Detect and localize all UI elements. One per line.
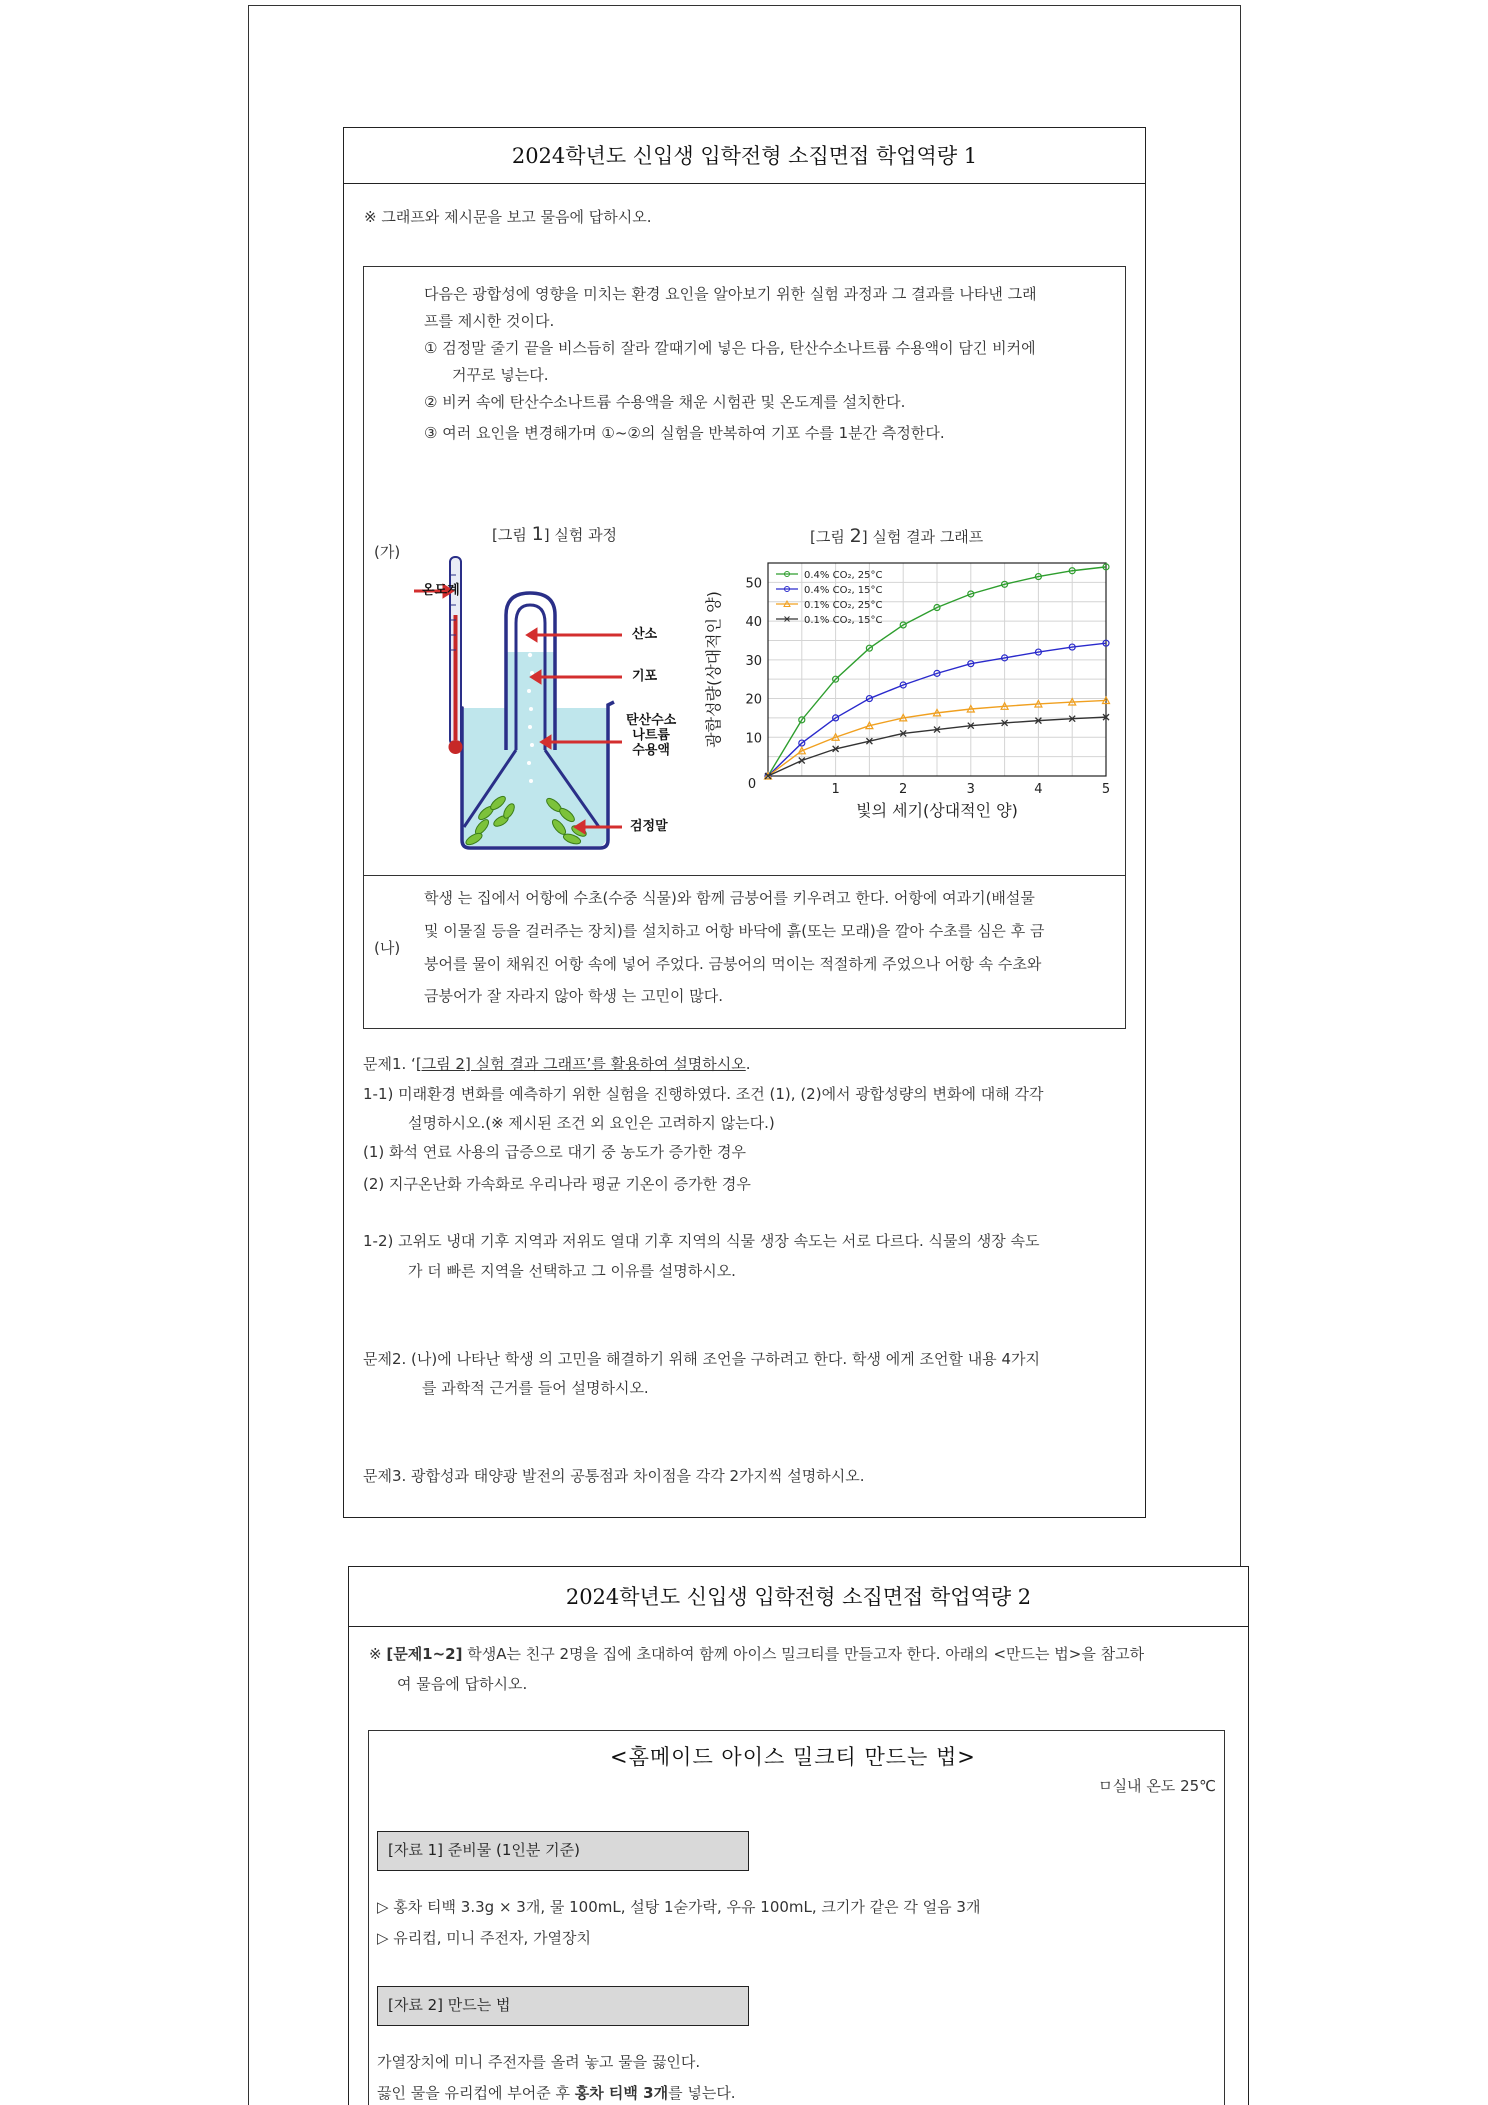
plant-label: 검정말 bbox=[630, 819, 668, 834]
exam-sheet-1 bbox=[343, 127, 1146, 1518]
question-3: 문제3. 광합성과 태양광 발전의 공통점과 차이점을 각각 2가지씩 설명하시오. bbox=[363, 1467, 865, 1485]
x-tick-label: 4 bbox=[1034, 782, 1043, 797]
x-tick-label: 1 bbox=[831, 782, 840, 797]
x-tick-label: 2 bbox=[899, 782, 908, 797]
ga-intro-line-2: 프를 제시한 것이다. bbox=[424, 312, 555, 330]
sheet-2-instruction-line-2: 여 물음에 답하시오. bbox=[397, 1675, 528, 1693]
y-tick-label: 10 bbox=[745, 731, 762, 747]
question-1-1-line-1: 1-1) 미래환경 변화를 예측하기 위한 실험을 진행하였다. 조건 (1), (2)에서 광합성량의 변화에 대해 각각 bbox=[363, 1085, 1044, 1103]
question-2-line-2: 를 과학적 근거를 들어 설명하시오. bbox=[422, 1379, 649, 1397]
resource-1-title: [자료 1] 준비물 (1인분 기준) bbox=[377, 1831, 749, 1871]
legend-label: 0.4% CO₂, 25°C bbox=[804, 570, 883, 581]
question-1: 문제1. ‘[그림 2] 실험 결과 그래프’를 활용하여 설명하시오. bbox=[363, 1055, 751, 1073]
x-axis-label: 빛의 세기(상대적인 양) bbox=[856, 801, 1018, 820]
oxygen-label: 산소 bbox=[632, 627, 658, 642]
sheet-2-title: 2024학년도 신입생 입학전형 소집면접 학업역량 2 bbox=[349, 1567, 1248, 1627]
thermometer-bulb bbox=[449, 740, 463, 754]
step-1-line-2: 거꾸로 넣는다. bbox=[452, 366, 549, 384]
y-tick-label: 20 bbox=[745, 692, 762, 708]
passage-box bbox=[363, 266, 1126, 1029]
resource-2-title: [자료 2] 만드는 법 bbox=[377, 1986, 749, 2026]
na-line-4: 금붕어가 잘 자라지 않아 학생 는 고민이 많다. bbox=[424, 987, 723, 1005]
legend-label: 0.4% CO₂, 15°C bbox=[804, 585, 883, 596]
tube-liquid bbox=[506, 652, 555, 708]
instruction: ※ 그래프와 제시문을 보고 물음에 답하시오. bbox=[364, 208, 652, 226]
na-line-1: 학생 는 집에서 어항에 수초(수중 식물)와 함께 금붕어를 키우려고 한다. 어항에 여과기(배설물 bbox=[424, 889, 1035, 907]
ga-intro-line-1: 다음은 광합성에 영향을 미치는 환경 요인을 알아보기 위한 실험 과정과 그 결과를 나타낸 그래 bbox=[424, 285, 1037, 303]
step-3: ③ 여러 요인을 변경해가며 ①~②의 실험을 반복하여 기포 수를 1분간 측정한다. bbox=[424, 424, 945, 442]
photosynthesis-chart bbox=[702, 551, 1122, 849]
y-tick-label: 50 bbox=[745, 576, 762, 592]
room-temperature: ㅁ실내 온도 25℃ bbox=[1098, 1777, 1216, 1795]
bubble-label: 기포 bbox=[632, 669, 658, 684]
origin-label: 0 bbox=[747, 777, 757, 792]
step-2: ② 비커 속에 탄산수소나트륨 수용액을 채운 시험관 및 온도계를 설치한다. bbox=[424, 393, 906, 411]
solution-label: 탄산수소 나트륨 수용액 bbox=[626, 713, 677, 758]
na-line-2: 및 이물질 등을 걸러주는 장치)를 설치하고 어항 바닥에 흙(또는 모래)을 깔아 수초를 심은 후 금 bbox=[424, 922, 1045, 940]
resource-2-line-2: 끓인 물을 유리컵에 부어준 후 홍차 티백 3개를 넣는다. bbox=[377, 2084, 736, 2102]
y-tick-label: 30 bbox=[745, 653, 762, 669]
recipe-title: <홈메이드 아이스 밀크티 만드는 법> bbox=[610, 1745, 976, 1769]
na-line-3: 붕어를 물이 채워진 어항 속에 넣어 주었다. 금붕어의 먹이는 적절하게 주었으나 어항 속 수초와 bbox=[424, 955, 1042, 973]
sheet-1-title: 2024학년도 신입생 입학전형 소집면접 학업역량 1 bbox=[344, 128, 1145, 184]
legend-label: 0.1% CO₂, 15°C bbox=[804, 615, 883, 626]
passage-divider bbox=[364, 875, 1125, 876]
condition-2: (2) 지구온난화 가속화로 우리나라 평균 기온이 증가한 경우 bbox=[363, 1175, 751, 1193]
figure-1-caption: [그림 1] 실험 과정 bbox=[492, 523, 618, 545]
step-1-line-1: ① 검정말 줄기 끝을 비스듬히 잘라 깔때기에 넣은 다음, 탄산수소나트륨 수용액이 담긴 비커에 bbox=[424, 339, 1036, 357]
y-tick-label: 40 bbox=[745, 615, 762, 631]
question-1-2-line-1: 1-2) 고위도 냉대 기후 지역과 저위도 열대 기후 지역의 식물 생장 속도는 서로 다르다. 식물의 생장 속도 bbox=[363, 1232, 1040, 1250]
passage-ga-label: (가) bbox=[374, 543, 401, 561]
x-tick-label: 5 bbox=[1101, 782, 1111, 797]
question-1-2-line-2: 가 더 빠른 지역을 선택하고 그 이유를 설명하시오. bbox=[408, 1262, 736, 1280]
resource-1-line-1: ▷ 홍차 티백 3.3g × 3개, 물 100mL, 설탕 1숟가락, 우유 100mL, 크기가 같은 각 얼음 3개 bbox=[377, 1898, 981, 1916]
y-axis-label: 광합성량(상대적인 양) bbox=[704, 591, 723, 748]
question-2-line-1: 문제2. (나)에 나타난 학생 의 고민을 해결하기 위해 조언을 구하려고 한다. 학생 에게 조언할 내용 4가지 bbox=[363, 1350, 1040, 1368]
x-tick-label: 3 bbox=[966, 782, 975, 797]
recipe-box bbox=[368, 1730, 1225, 2105]
question-1-1-line-2: 설명하시오.(※ 제시된 조건 외 요인은 고려하지 않는다.) bbox=[408, 1114, 775, 1132]
resource-2-line-1: 가열장치에 미니 주전자를 올려 놓고 물을 끓인다. bbox=[377, 2053, 701, 2071]
thermometer-label: 온도계 bbox=[422, 583, 460, 598]
figure-2-caption: [그림 2] 실험 결과 그래프 bbox=[810, 525, 984, 547]
legend-label: 0.1% CO₂, 25°C bbox=[804, 600, 883, 611]
sheet-2-instruction-line-1: ※ [문제1~2] 학생A는 친구 2명을 집에 초대하여 함께 아이스 밀크티를 만들고자 한다. 아래의 <만드는 법>을 참고하 bbox=[369, 1645, 1145, 1663]
passage-na-label: (나) bbox=[374, 939, 401, 957]
experiment-apparatus-illustration bbox=[404, 555, 704, 855]
condition-1: (1) 화석 연료 사용의 급증으로 대기 중 농도가 증가한 경우 bbox=[363, 1143, 746, 1161]
resource-1-line-2: ▷ 유리컵, 미니 주전자, 가열장치 bbox=[377, 1929, 592, 1947]
exam-sheet-2 bbox=[348, 1566, 1249, 2105]
